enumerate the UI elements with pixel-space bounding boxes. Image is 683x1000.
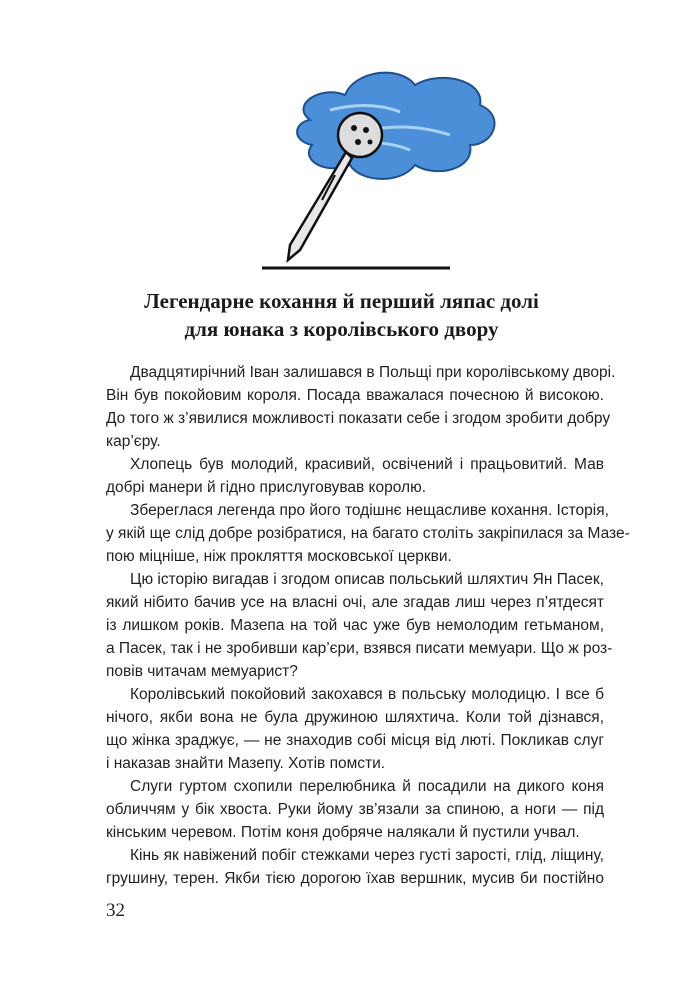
text-line: Збереглася легенда про його тодішнє нещасливе кохання. Історія, xyxy=(130,502,609,519)
text-line: пою міцніше, ніж прокляття московської церкви. xyxy=(106,548,452,565)
text-line: кінським черевом. Потім коня добряче налякали й пустили учвал. xyxy=(106,824,580,841)
chapter-title-line-1: Легендарне кохання й перший ляпас долі xyxy=(144,289,539,313)
text-line: Слуги гуртом схопили перелюбника й посадили на дикого коня xyxy=(130,778,604,795)
text-line: що жінка зраджує, — не знаходив собі місця від люті. Покликав слуг xyxy=(106,732,604,749)
text-line: Цю історію вигадав і згодом описав польський шляхтич Ян Пасек, xyxy=(130,571,604,588)
text-line: і наказав знайти Мазепу. Хотів помсти. xyxy=(106,755,386,772)
text-line: нічого, якби вона не була дружиною шляхтича. Коли той дізнався, xyxy=(106,709,604,726)
page-number: 32 xyxy=(106,900,125,921)
text-line: із лишком років. Мазепа на той час уже був немолодим гетьманом, xyxy=(106,617,604,634)
text-line: Він був покойовим короля. Посада вважалася почесною й високою. xyxy=(106,387,604,404)
text-line: обличчям у бік хвоста. Руки йому зв’язали за спиною, а ноги — під xyxy=(106,801,604,818)
text-line: Кінь як навіжений побіг стежками через густі зарості, глід, ліщину, xyxy=(130,847,604,864)
text-line: Двадцятирічний Іван залишався в Польщі при королівському дворі. xyxy=(130,364,616,381)
body-text xyxy=(106,361,630,890)
text-line: який нібито бачив усе на власні очі, але згадав лиш через п’ятдесят xyxy=(106,594,604,611)
text-line: До того ж з’явилися можливості показати себе і згодом зробити добру xyxy=(106,410,611,427)
text-line: Королівський покойовий закохався в польську молодицю. І все б xyxy=(130,686,604,703)
cloud-microphone-illustration xyxy=(250,50,510,280)
cloud-icon xyxy=(297,73,494,179)
text-line: Хлопець був молодий, красивий, освічений і працьовитий. Мав xyxy=(130,456,604,473)
chapter-title-line-2: для юнака з королівського двору xyxy=(184,317,499,341)
text-line: повів читачам мемуарист? xyxy=(106,663,298,680)
text-line: а Пасек, так і не зробивши кар’єри, взявся писати мемуари. Що ж роз- xyxy=(106,640,613,657)
text-line: кар’єру. xyxy=(106,433,161,450)
text-line: у якій ще слід добре розібратися, на багато століть закріпилася за Мазе- xyxy=(106,525,630,542)
text-line: добрі манери й гідно прислуговував королю. xyxy=(106,479,427,496)
text-line: грушину, терен. Якби тією дорогою їхав вершник, мусив би постійно xyxy=(106,870,604,887)
